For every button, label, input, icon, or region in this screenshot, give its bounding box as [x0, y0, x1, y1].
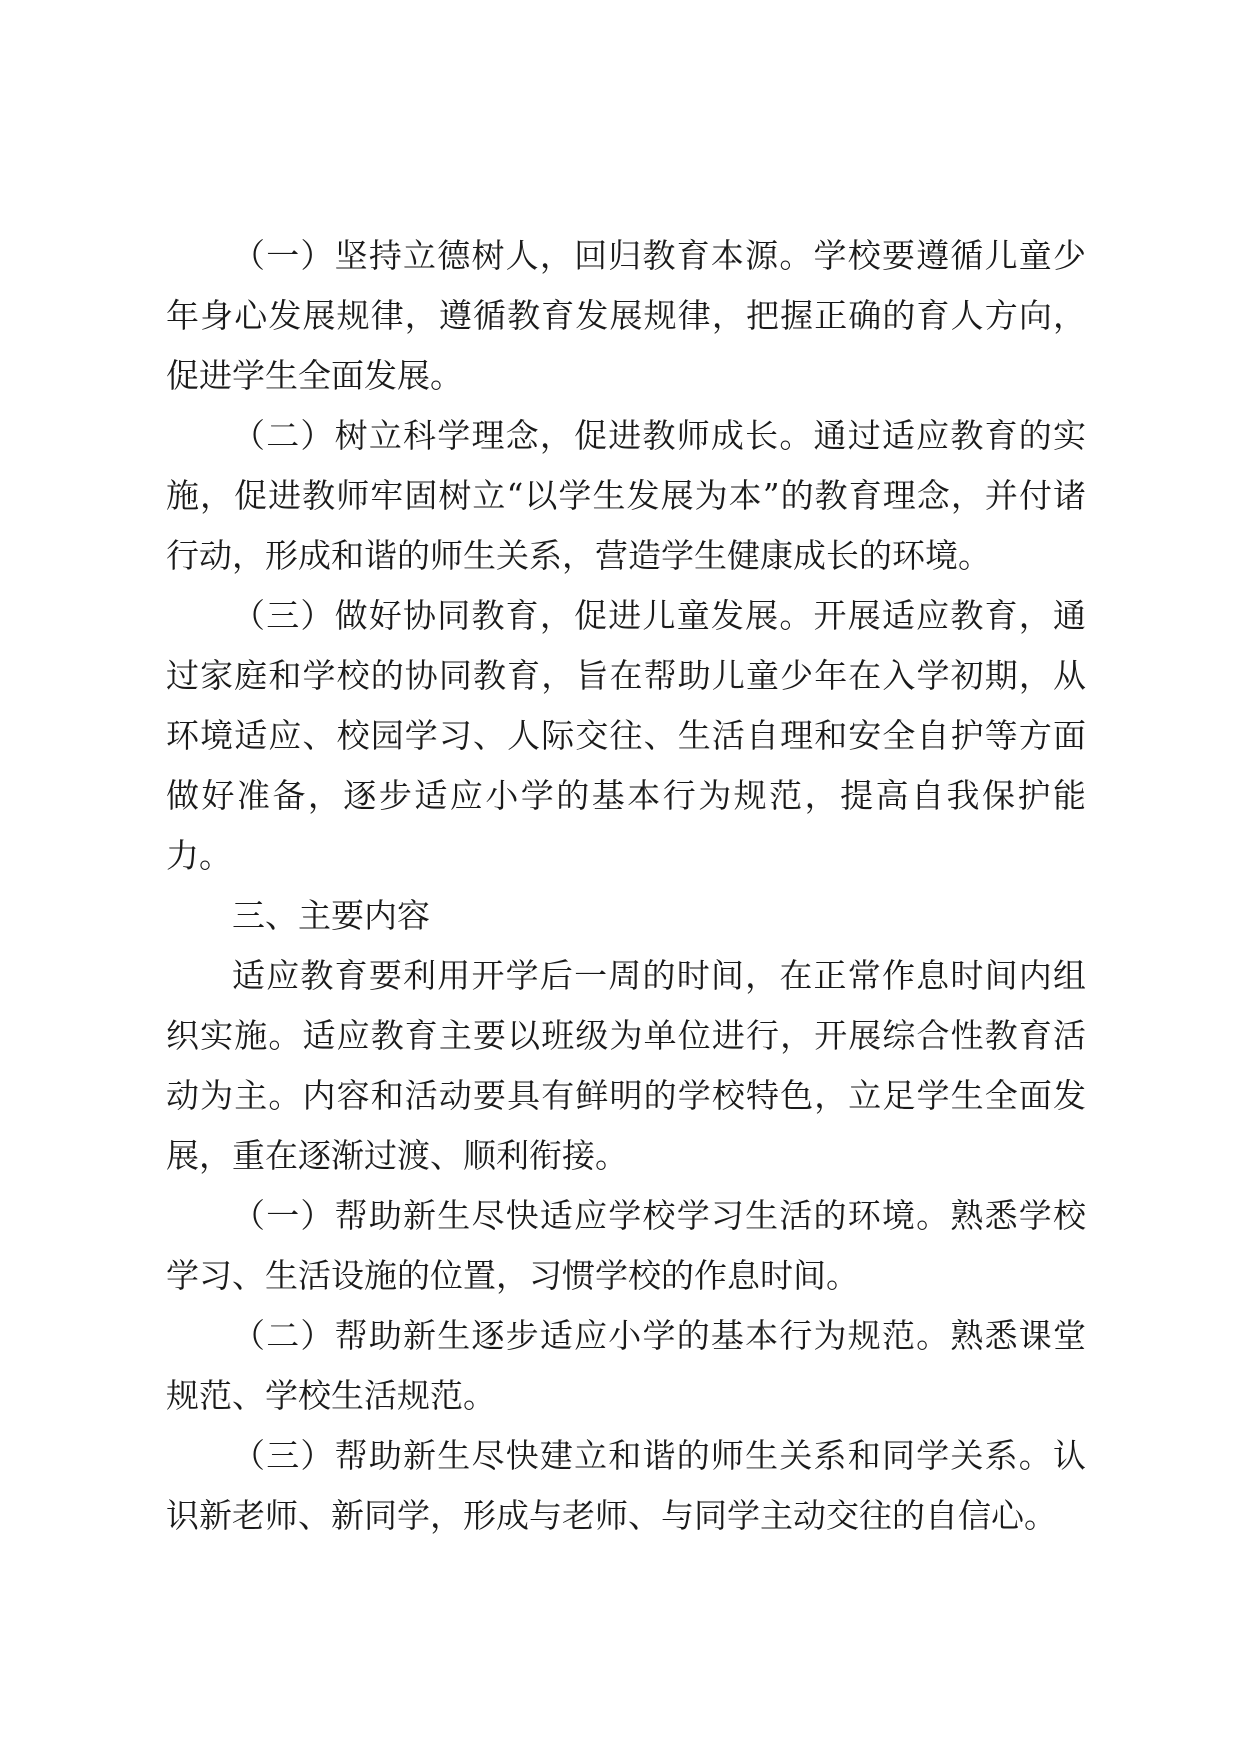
paragraph-principle-2: （二）树立科学理念，促进教师成长。通过适应教育的实施，促进教师牢固树立“以学生发展为本”的教育理念，并付诸行动，形成和谐的师生关系，营造学生健康成长的环境。 [166, 416, 1086, 575]
paragraph-content-intro: 适应教育要利用开学后一周的时间，在正常作息时间内组织实施。适应教育主要以班级为单位进行，开展综合性教育活动为主。内容和活动要具有鲜明的学校特色，立足学生全面发展，重在逐渐过渡、顺利衔接。 [166, 956, 1086, 1175]
paragraph-content-3: （三）帮助新生尽快建立和谐的师生关系和同学关系。认识新老师、新同学，形成与老师、与同学主动交往的自信心。 [166, 1436, 1086, 1535]
paragraph-content-2: （二）帮助新生逐步适应小学的基本行为规范。熟悉课堂规范、学校生活规范。 [166, 1316, 1086, 1415]
document-body [166, 226, 1086, 1546]
paragraph-principle-3: （三）做好协同教育，促进儿童发展。开展适应教育，通过家庭和学校的协同教育，旨在帮助儿童少年在入学初期，从环境适应、校园学习、人际交往、生活自理和安全自护等方面做好准备，逐步适应小学的基本行为规范，提高自我保护能力。 [166, 596, 1086, 875]
section-heading-main-content: 三、主要内容 [232, 896, 430, 935]
paragraph-principle-1: （一）坚持立德树人，回归教育本源。学校要遵循儿童少年身心发展规律，遵循教育发展规律，把握正确的育人方向，促进学生全面发展。 [166, 236, 1086, 395]
paragraph-content-1: （一）帮助新生尽快适应学校学习生活的环境。熟悉学校学习、生活设施的位置，习惯学校的作息时间。 [166, 1196, 1086, 1295]
